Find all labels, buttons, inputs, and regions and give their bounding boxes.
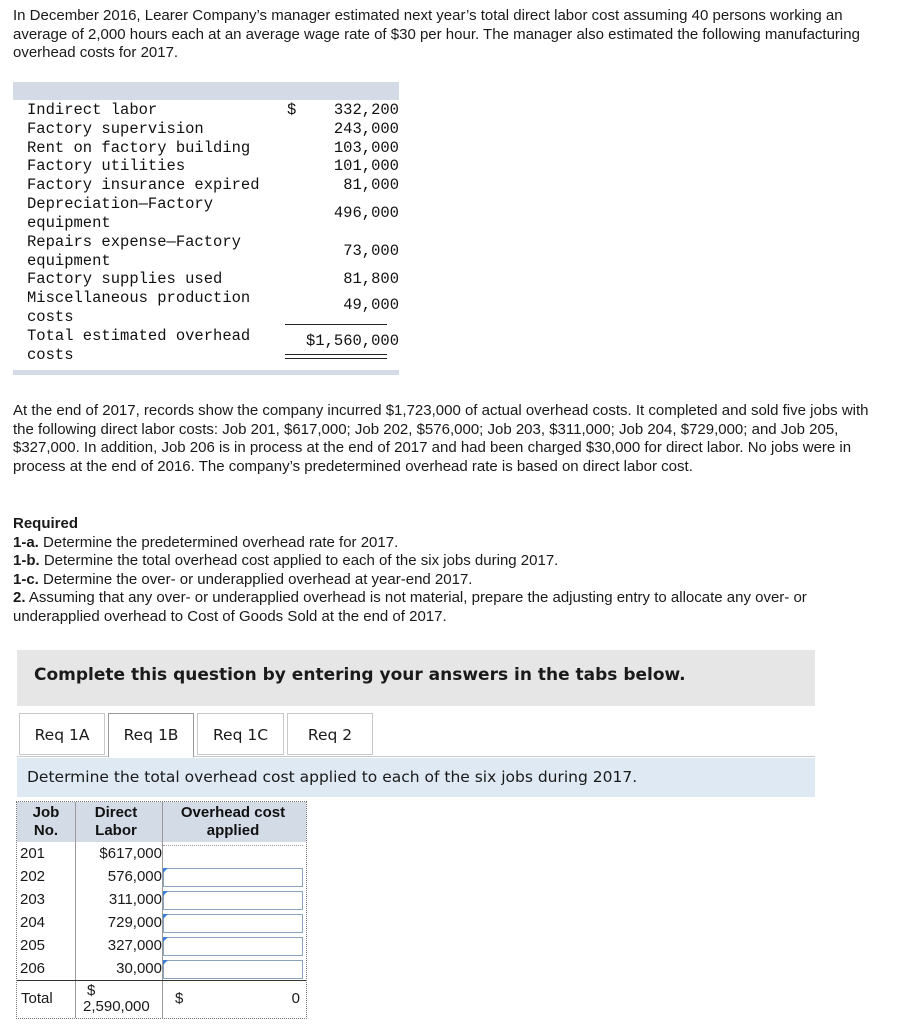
input-flag-icon [163,891,168,896]
instruction-text: Complete this question by entering your answers in the tabs below. [34,665,686,685]
job-number: 203 [20,891,46,908]
overhead-label: Rent on factory building [27,139,251,157]
table-row [17,843,306,866]
overhead-amount: 103,000 [333,139,399,157]
job-number: 202 [20,868,46,885]
tab-divider [194,756,815,757]
overhead-label: Miscellaneous production costs [27,289,251,326]
direct-labor-value: 30,000 [116,960,162,977]
total-overhead-applied: 0 [291,990,300,1007]
direct-labor-value: 311,000 [108,891,162,908]
header-overhead-applied: Overhead cost applied [180,804,286,839]
overhead-amount: 81,800 [343,270,399,288]
input-flag-icon [163,868,168,873]
answer-table [16,801,307,1019]
tab-req-1c[interactable]: Req 1C [197,713,284,755]
table-bottom-bar [13,370,399,375]
overhead-amount: 49,000 [343,296,399,314]
requirement-item: 1-a. Determine the predetermined overhead rate for 2017. [13,533,399,551]
tab-req-2[interactable]: Req 2 [287,713,373,755]
actual-results-paragraph: At the end of 2017, records show the company incurred $1,723,000 of actual overhead costs. It completed and sold five jobs with the following direct labor costs: Job 201, $617,000; Job 202, $576,000; Job 203, $311,000; Job 204, $729,000; and Job 205, $327,000. In addition, Job 206 is in process at the end of 2017 and had been charged $30,000 for direct labor. No jobs were in process at the end of 2016. The company’s predetermined overhead rate is based on direct labor cost. [13,402,869,475]
overhead-amount: 101,000 [333,157,399,175]
overhead-cost-table [13,82,399,375]
overhead-applied-input[interactable] [163,845,303,864]
prompt-text: Determine the total overhead cost applied to each of the six jobs during 2017. [27,768,638,786]
header-job-no: Job No. [32,804,60,839]
double-underline [285,358,387,359]
input-flag-icon [163,960,168,965]
required-heading: Required [13,515,79,532]
double-underline [285,354,387,355]
input-flag-icon [163,914,168,919]
question-prompt [17,758,815,797]
direct-labor-value: $617,000 [99,845,162,862]
sum-line [285,324,387,325]
job-number: 206 [20,960,46,977]
overhead-amount: 496,000 [333,204,399,222]
overhead-applied-input[interactable] [163,960,303,979]
total-label: Total [21,990,53,1007]
input-flag-icon [163,937,168,942]
total-overhead-amount: $1,560,000 [305,332,399,350]
table-row [17,935,306,958]
overhead-label: Repairs expense—Factory equipment [27,233,241,270]
total-dl-currency: $ [87,982,96,999]
table-row [17,958,306,981]
instruction-box [17,650,815,706]
overhead-label: Factory insurance expired [27,176,260,194]
total-oh-currency: $ [175,990,184,1007]
overhead-label: Factory utilities [27,157,186,175]
overhead-label: Indirect labor [27,101,158,119]
overhead-amount: 73,000 [343,242,399,260]
table-row [17,889,306,912]
requirement-item: 1-c. Determine the over- or underapplied overhead at year-end 2017. [13,570,473,588]
direct-labor-value: 576,000 [107,868,162,885]
table-row [17,912,306,935]
overhead-applied-input[interactable] [163,868,303,887]
overhead-applied-input[interactable] [163,914,303,933]
direct-labor-value: 327,000 [107,937,162,954]
direct-labor-value: 729,000 [107,914,162,931]
total-row [17,982,306,1018]
overhead-label: Depreciation—Factory equipment [27,195,214,232]
overhead-amount: 332,200 [333,101,399,119]
overhead-applied-input[interactable] [163,937,303,956]
total-direct-labor: 2,590,000 [83,998,150,1015]
header-direct-labor: Direct Labor [94,804,138,839]
requirement-item: 1-b. Determine the total overhead cost applied to each of the six jobs during 2017. [13,552,559,570]
overhead-label: Factory supplies used [27,270,223,288]
tab-req-1b[interactable]: Req 1B [108,713,194,757]
overhead-applied-input[interactable] [163,891,303,910]
job-number: 204 [20,914,46,931]
requirement-item: 2. Assuming that any over- or underapplied overhead is not material, prepare the adjusting entry to allocate any over- or underapplied overhead to Cost of Goods Sold at the end of 2017. [13,589,807,625]
tab-divider [17,756,108,757]
total-overhead-label: Total estimated overhead costs [27,327,251,364]
required-section [13,515,883,627]
intro-paragraph: In December 2016, Learer Company’s manager estimated next year’s total direct labor cost assuming 40 persons working an average of 2,000 hours each at an average wage rate of $30 per hour. The manager also estimated the following manufacturing overhead costs for 2017. [13,7,860,62]
tab-req-1a[interactable]: Req 1A [19,713,105,755]
job-number: 205 [20,937,46,954]
table-top-bar [13,82,399,100]
overhead-amount: 81,000 [343,176,399,194]
currency-symbol: $ [287,101,297,119]
overhead-amount: 243,000 [333,120,399,138]
overhead-label: Factory supervision [27,120,204,138]
table-row [17,866,306,889]
total-rule [17,980,306,981]
job-number: 201 [20,845,46,862]
